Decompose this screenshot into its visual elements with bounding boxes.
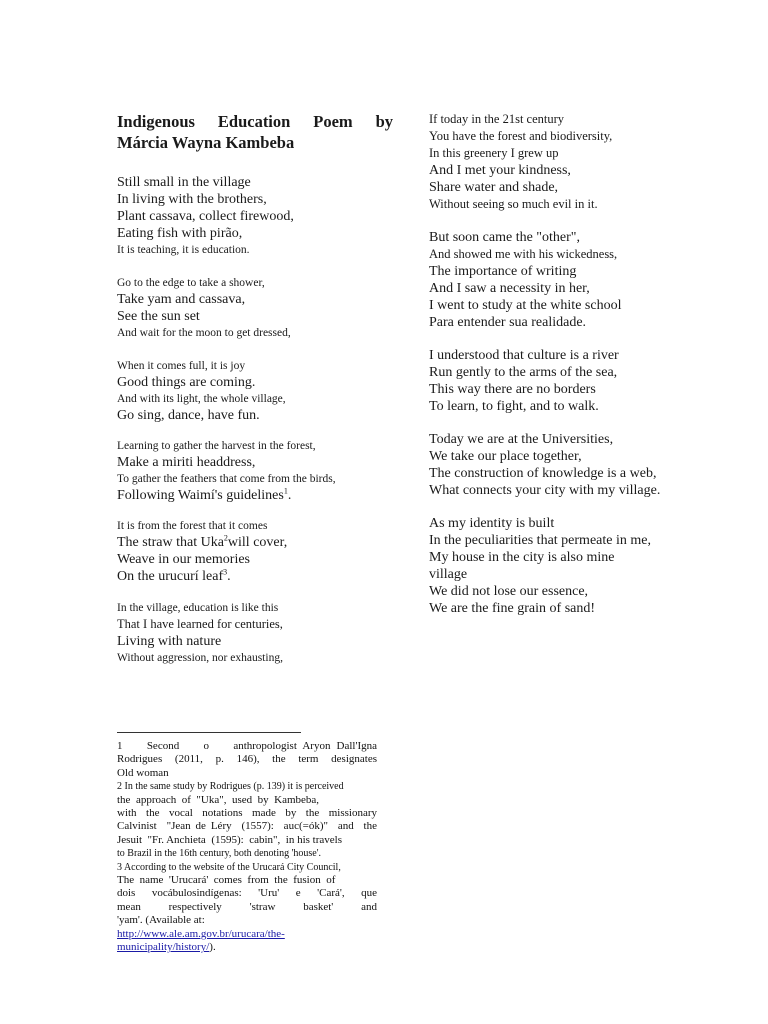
- poem-line: Go sing, dance, have fun.: [117, 408, 260, 423]
- footnote-ref-1: 1: [283, 486, 288, 496]
- poem-line: Without seeing so much evil in it.: [429, 197, 598, 211]
- footnote-2-line: the approach of "Uka", used by Kambeba,: [117, 793, 320, 806]
- poem-line: And I saw a necessity in her,: [429, 281, 590, 296]
- footnote-2-line: with the vocal notations made by the missionary: [117, 807, 377, 820]
- footnote-3-link-line: [117, 928, 377, 941]
- footnote-3-line: 'yam'. (Available at:: [117, 914, 205, 927]
- footnote-divider: [117, 732, 301, 733]
- poem-line: Weave in our memories: [117, 552, 250, 567]
- footnotes: [117, 740, 377, 955]
- stanza-2: [117, 275, 393, 341]
- stanza-1: [117, 174, 393, 258]
- poem-line: Good things are coming.: [117, 375, 256, 390]
- poem-line: [117, 534, 393, 551]
- title-line-2: Márcia Wayna Kambeba: [117, 133, 295, 152]
- poem-line: It is from the forest that it comes: [117, 520, 268, 532]
- stanza-3: [117, 358, 393, 424]
- poem-line: I understood that culture is a river: [429, 348, 619, 363]
- poem-line: Learning to gather the harvest in the forest,: [117, 440, 316, 452]
- poem-line: We are the fine grain of sand!: [429, 601, 596, 616]
- footnote-3-line: mean respectively 'straw basket' and: [117, 900, 377, 913]
- footnote-2-line: Jesuit "Fr. Anchieta (1595): cabin", in his travels: [117, 833, 342, 846]
- poem-line: My house in the city is also mine: [429, 550, 615, 565]
- poem-line-text: Following Waimí's guidelines: [117, 488, 284, 503]
- poem-line-text: On the urucurí leaf: [117, 569, 224, 584]
- poem-line: As my identity is built: [429, 516, 555, 531]
- footnote-3-line: 3 According to the website of the Urucará City Council,: [117, 861, 341, 873]
- poem-line: Still small in the village: [117, 175, 251, 190]
- stanza-4: [117, 438, 393, 504]
- source-link[interactable]: http://www.ale.am.gov.br/urucara/the-: [117, 927, 285, 940]
- poem-line: To gather the feathers that come from the birds,: [117, 473, 336, 485]
- link-closing: ).: [209, 941, 216, 954]
- poem-line-text: will cover,: [227, 535, 288, 550]
- poem-title: [117, 111, 393, 153]
- poem-line-text: The straw that Uka: [117, 535, 224, 550]
- stanza-11: [429, 515, 729, 617]
- poem-line: In this greenery I grew up: [429, 146, 559, 160]
- poem-line: In living with the brothers,: [117, 192, 267, 207]
- poem-line: That I have learned for centuries,: [117, 617, 283, 631]
- poem-line: And I met your kindness,: [429, 163, 571, 178]
- poem-line: [117, 487, 393, 504]
- poem-line: The construction of knowledge is a web,: [429, 466, 657, 481]
- line-period: .: [227, 569, 231, 584]
- line-period: .: [287, 488, 292, 503]
- poem-line: To learn, to fight, and to walk.: [429, 399, 599, 414]
- poem-line: village: [429, 567, 468, 582]
- poem-line: Make a miriti headdress,: [117, 455, 256, 470]
- poem-line: But soon came the "other",: [429, 230, 581, 245]
- footnote-1-line: Old woman: [117, 766, 169, 779]
- title-line-1: Indigenous Education Poem by: [117, 112, 393, 131]
- source-link-continued[interactable]: municipality/history/: [117, 941, 210, 954]
- footnote-2-line: 2 In the same study by Rodrigues (p. 139) it is perceived: [117, 781, 344, 793]
- footnote-3-line: dois vocábulosindígenas: 'Uru' e 'Cará', que: [117, 887, 377, 900]
- poem-line: This way there are no borders: [429, 382, 596, 397]
- poem-line: You have the forest and biodiversity,: [429, 129, 613, 143]
- poem-line: Go to the edge to take a shower,: [117, 277, 265, 289]
- poem-line: See the sun set: [117, 309, 200, 324]
- poem-line: Without aggression, nor exhausting,: [117, 652, 283, 664]
- footnote-3-link-line: [117, 941, 377, 954]
- footnote-3-line: The name 'Urucará' comes from the fusion of: [117, 874, 336, 887]
- stanza-8: [429, 229, 729, 331]
- poem-line: In the peculiarities that permeate in me,: [429, 533, 651, 548]
- poem-line: And showed me with his wickedness,: [429, 247, 618, 261]
- stanza-5: [117, 518, 393, 585]
- poem-line: Take yam and cassava,: [117, 292, 246, 307]
- footnote-ref-3: 3: [223, 567, 228, 577]
- stanza-7: [429, 111, 729, 213]
- poem-line: And wait for the moon to get dressed,: [117, 327, 291, 339]
- poem-line: I went to study at the white school: [429, 298, 622, 313]
- footnote-1-line: 1 Second o anthropologist Aryon Dall'Igna: [117, 740, 377, 752]
- footnote-ref-2: 2: [223, 533, 228, 543]
- poem-line: Eating fish with pirão,: [117, 226, 243, 241]
- poem-line: The importance of writing: [429, 264, 577, 279]
- poem-line: In the village, education is like this: [117, 602, 279, 614]
- poem-line: If today in the 21st century: [429, 112, 565, 126]
- footnote-1-line: Rodrigues (2011, p. 146), the term designates: [117, 753, 377, 766]
- footnote-2-line: Calvinist "Jean de Léry (1557): auc(=ók)" and the: [117, 820, 377, 833]
- poem-line: Living with nature: [117, 634, 222, 649]
- poem-line: Today we are at the Universities,: [429, 432, 614, 447]
- stanza-10: [429, 431, 729, 499]
- poem-line: We take our place together,: [429, 449, 582, 464]
- left-column: [117, 111, 393, 666]
- poem-line: We did not lose our essence,: [429, 584, 589, 599]
- poem-line: [117, 568, 393, 585]
- poem-line: When it comes full, it is joy: [117, 360, 246, 372]
- right-column: [429, 111, 729, 617]
- stanza-9: [429, 347, 729, 415]
- stanza-6: [117, 600, 393, 666]
- poem-line: Share water and shade,: [429, 180, 559, 195]
- poem-line: What connects your city with my village.: [429, 483, 661, 498]
- poem-line: Para entender sua realidade.: [429, 315, 587, 330]
- footnote-2-line: to Brazil in the 16th century, both denoting 'house'.: [117, 848, 322, 860]
- poem-line: And with its light, the whole village,: [117, 393, 286, 405]
- poem-line: Plant cassava, collect firewood,: [117, 209, 294, 224]
- poem-line: Run gently to the arms of the sea,: [429, 365, 618, 380]
- poem-line: It is teaching, it is education.: [117, 244, 250, 256]
